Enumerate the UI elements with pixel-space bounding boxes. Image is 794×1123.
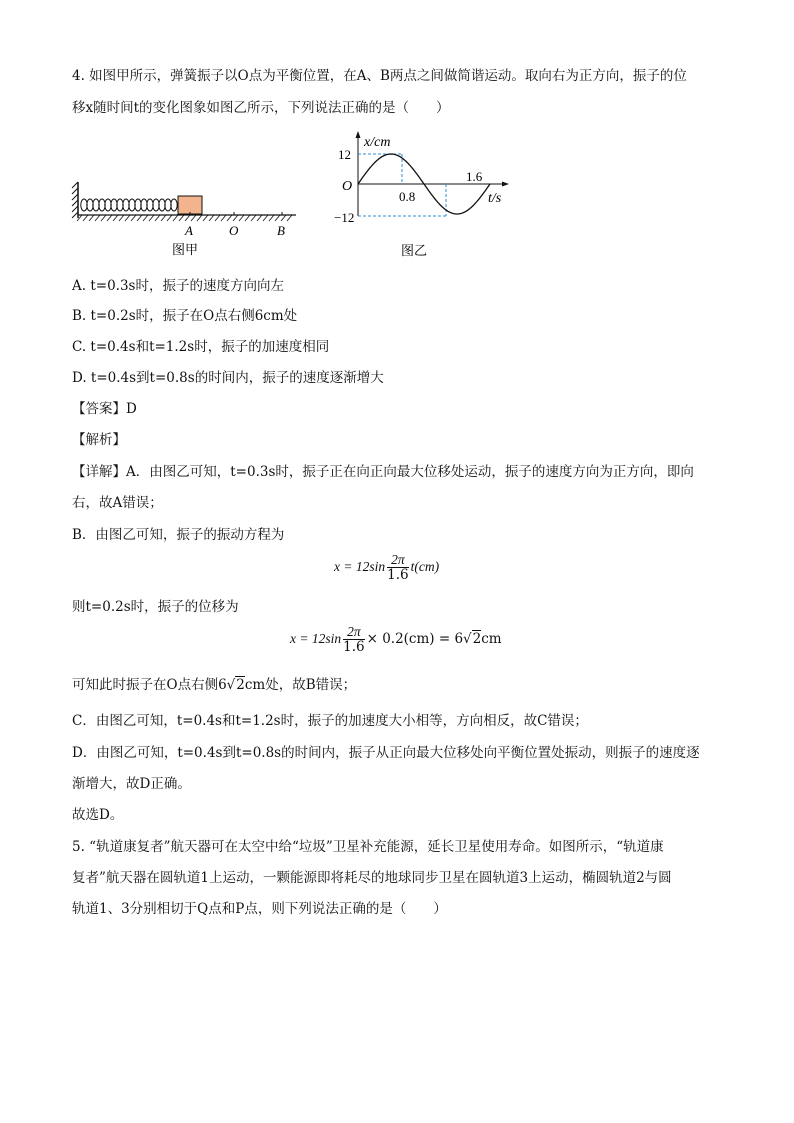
tick-0.8: 0.8 [399,189,416,204]
y-axis-label: x/cm [364,135,391,150]
option-b: B. t=0.2s时，振子在O点右侧6cm处 [72,308,298,324]
spring-coil [111,199,117,211]
conclusion: 故选D。 [72,807,124,823]
spring-coil [123,199,129,211]
spring-coil [171,199,177,211]
q4-stem-line1: 4. 如图甲所示，弹簧振子以O点为平衡位置，在A、B两点之间做简谐运动。取向右为正方向，振子的位 [72,68,687,84]
detail-b-line3: 可知此时振子在O点右侧6√2cm处，故B错误； [72,677,357,693]
detail-a-line1: 【详解】A．由图乙可知，t=0.3s时，振子正在向正向最大位移处运动，振子的速度方向为正方向，即向 [72,464,694,480]
tick-12: 12 [338,147,351,162]
option-d: D. t=0.4s到t=0.8s的时间内，振子的速度逐渐增大 [72,370,384,386]
option-a: A. t=0.3s时，振子的速度方向向左 [72,278,284,294]
spring-coil [81,199,87,211]
label-b: B [277,223,285,238]
caption-yi: 图乙 [401,243,428,258]
label-a: A [185,223,193,238]
equation-1: x = 12sin $\frac{2\pi}{1.6}$ t(cm) [334,552,440,583]
figure-yi [330,128,520,263]
q5-line3: 轨道1、3分别相切于Q点和P点，则下列说法正确的是（ ） [72,901,447,917]
spring [81,199,177,211]
spring-coil [93,199,99,211]
option-c: C. t=0.4s和t=1.2s时，振子的加速度相同 [72,339,330,355]
detail-d-line1: D．由图乙可知，t=0.4s到t=0.8s的时间内，振子从正向最大位移处向平衡位置处振动，则振子的速度逐 [72,745,700,761]
caption-jia: 图甲 [172,242,199,257]
spring-coil [153,199,159,211]
spring-coil [141,199,147,211]
spring-coil [147,199,153,211]
answer: 【答案】D [72,401,137,417]
origin-label: O [342,179,353,194]
detail-d-line2: 渐增大，故D正确。 [72,776,191,792]
spring-coil [105,199,111,211]
figure-jia [70,176,330,266]
q4-stem-line2: 移x随时间t的变化图象如图乙所示，下列说法正确的是（ ） [72,100,450,116]
tick-1.6: 1.6 [466,169,483,184]
spring-coil [135,199,141,211]
spring-coil [165,199,171,211]
q5-line2: 复者”航天器在圆轨道1上运动，一颗能源即将耗尽的地球同步卫星在圆轨道3上运动，椭圆轨道2与圆 [72,870,672,886]
analysis-title: 【解析】 [72,432,126,448]
detail-c: C．由图乙可知，t=0.4s和t=1.2s时，振子的加速度大小相等，方向相反，故C错误； [72,713,588,729]
spring-coil [117,199,123,211]
q5-line1: 5. “轨道康复者”航天器可在太空中给“垃圾”卫星补充能源，延长卫星使用寿命。如图所示，“轨道康 [72,839,664,855]
spring-coil [99,199,105,211]
detail-a-line2: 右，故A错误； [72,495,163,511]
tick-neg12: −12 [334,210,355,225]
equation-2: x = 12sin $\frac{2\pi}{1.6}$ × 0.2(cm) = 6√2cm [290,624,502,655]
spring-coil [159,199,165,211]
label-o: O [229,223,239,238]
detail-b-line2: 则t=0.2s时，振子的位移为 [72,599,239,615]
oscillator-block [178,196,202,214]
x-axis-label: t/s [488,191,502,206]
spring-coil [129,199,135,211]
detail-b-line1: B．由图乙可知，振子的振动方程为 [72,527,285,543]
spring-coil [87,199,93,211]
